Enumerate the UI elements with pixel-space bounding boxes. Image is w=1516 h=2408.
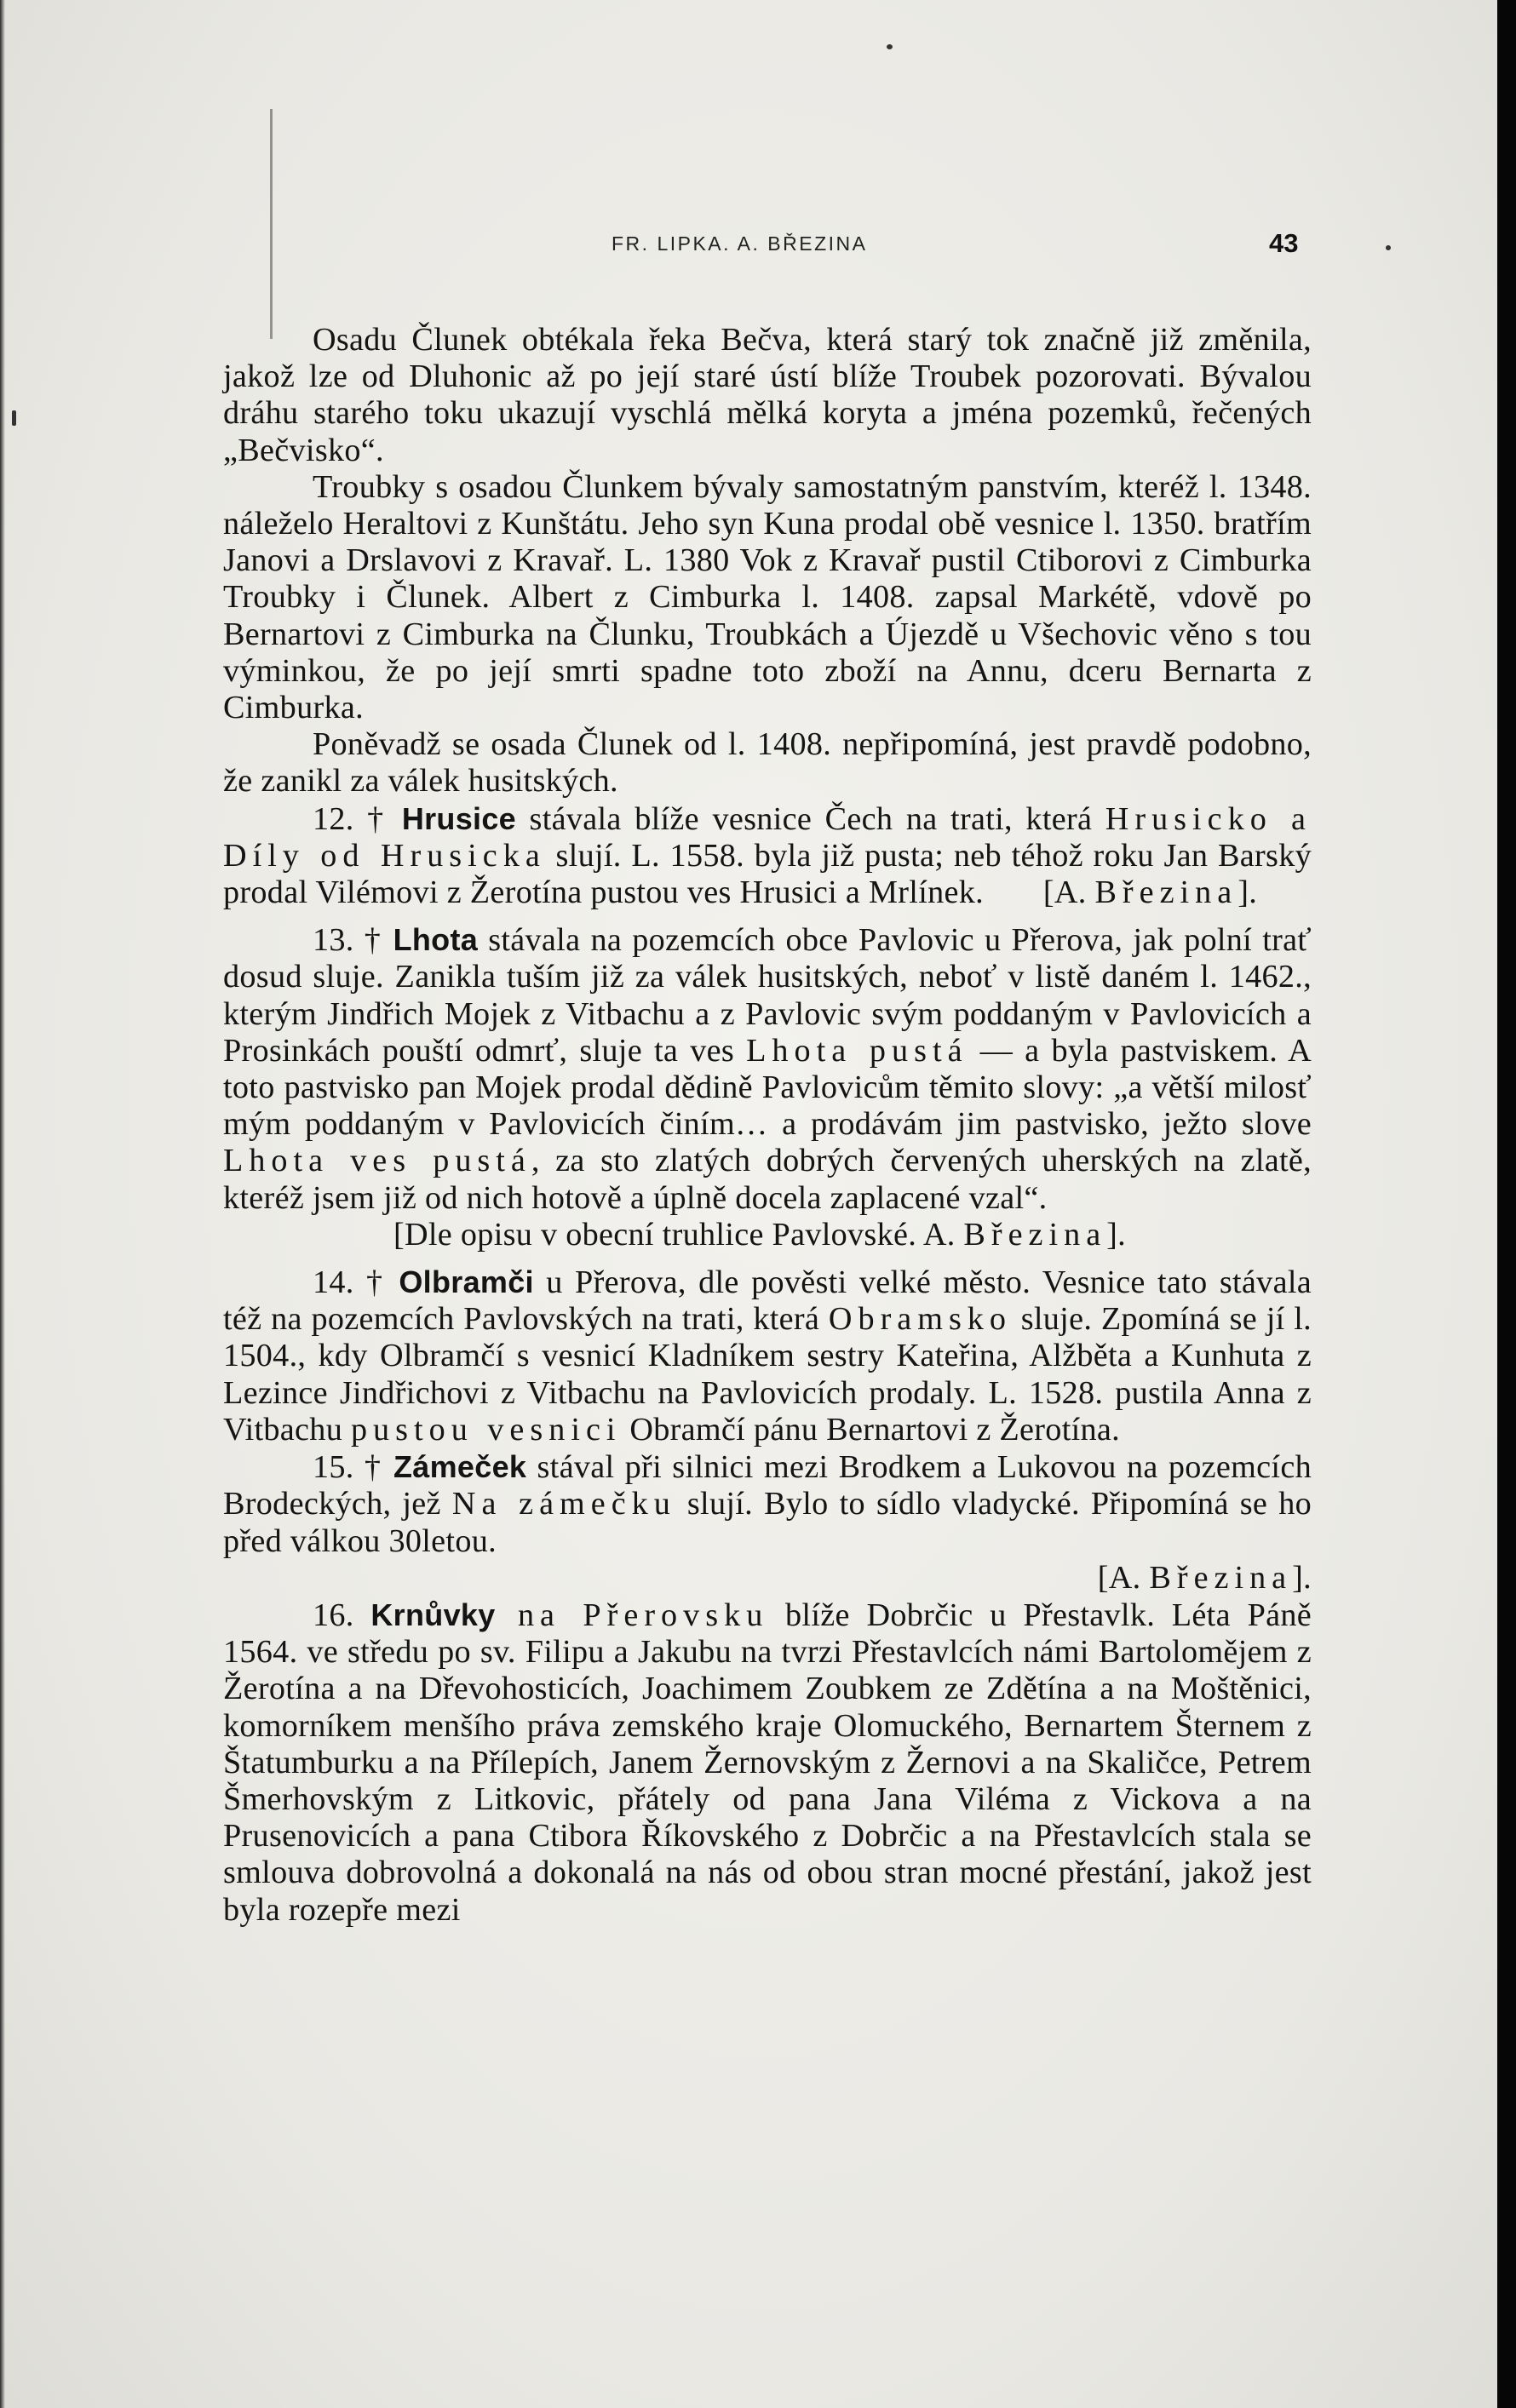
entry-number: 12. † — [313, 800, 402, 837]
scan-left-edge — [0, 0, 5, 2408]
entry-number: 15. † — [313, 1449, 394, 1486]
entry-text: stávala blíže vesnice Čech na trati, která — [516, 800, 1105, 837]
body-text — [223, 322, 1312, 1929]
attribution-close: ]. — [1292, 1559, 1312, 1596]
entry-text: — a byla pastviskem. A toto pastvisko pan Mojek prodal dědině Pavlovicům těmito slovy: „a větší milosť mým poddaným v Pavlovicích činím… a prodávám jim pastvisko, ježto slove — [223, 1032, 1312, 1143]
attribution-author: Březina — [1149, 1559, 1293, 1596]
spaced-place-name: Obramsko — [828, 1301, 1012, 1338]
spaced-place-name: na Přerovsku — [495, 1597, 769, 1633]
entry-number: 16. — [313, 1597, 371, 1633]
attribution-open: [A. — [1035, 874, 1095, 911]
paragraph-clunek-extinct: Poněvadž se osada Člunek od l. 1408. nepřipomíná, jest pravdě podobno, že zanikl za válek husitských. — [223, 726, 1312, 800]
ink-speck — [12, 410, 16, 426]
entry-text: stávala na pozemcích obce Pavlovic u Přerova, jak polní trať dosud sluje. Zanikla tuším již za válek husitských, neboť v listě daném l. 1462., kterým Jindřich Mojek z Vitbachu a z Pavlovic svým poddaným v Pavlovicích a Prosinkách pouští odmrť, sluje ta ves — [223, 922, 1312, 1069]
page-number: 43 — [1269, 228, 1299, 258]
margin-pencil-line — [270, 109, 273, 339]
scan-right-edge — [1497, 0, 1516, 2408]
entry-text: slují. L. 1558. byla již pusta; neb téhož roku Jan Barský prodal Vilémovi z Žerotína pustou ves Hrusici a Mrlínek. — [223, 837, 1312, 911]
entry-title: Zámeček — [393, 1449, 527, 1485]
entry-title: Hrusice — [401, 800, 516, 836]
attribution-open: [A. — [1097, 1559, 1150, 1596]
entry-15-zamecek — [223, 1448, 1312, 1560]
attribution-close: ]. — [1106, 1216, 1127, 1253]
spaced-place-name: Lhota ves pustá — [223, 1143, 531, 1179]
spaced-place-name: Hrusicko a Díly od Hrusicka — [223, 800, 1312, 874]
page-header — [0, 228, 1516, 262]
attribution-close: ]. — [1237, 874, 1258, 911]
entry-text: stával při silnici mezi Brodkem a Lukovou na pozemcích Brodeckých, jež — [223, 1449, 1312, 1522]
paragraph-clunek-river: Osadu Člunek obtékala řeka Bečva, která starý tok značně již změnila, jakož lze od Dluhonic až po její staré ústí blíže Troubek pozorovati. Bývalou dráhu starého toku ukazují vyschlá mělká koryta a jména pozemků, řečených „Bečvisko“. — [223, 322, 1312, 468]
entry-text: sluje. Zpomíná se jí l. 1504., kdy Olbramčí s vesnicí Kladníkem sestry Kateřina, Alžběta a Kunhuta z Lezince Jindřichovi z Vitbachu na Pavlovicích prodaly. L. 1528. pustila Anna z Vitbachu — [223, 1301, 1312, 1448]
attribution-13 — [223, 1217, 1312, 1253]
entry-text: Obramčí pánu Bernartovi z Žerotína. — [621, 1411, 1121, 1448]
spaced-place-name: Lhota pustá — [746, 1032, 968, 1069]
entry-title: Olbramči — [399, 1264, 534, 1300]
attribution-author: Březina — [1094, 874, 1238, 911]
entry-title: Krnůvky — [370, 1597, 496, 1632]
entry-16-krnuvky — [223, 1597, 1312, 1929]
attribution-author: Březina — [963, 1216, 1107, 1253]
running-head: FR. LIPKA. A. BŘEZINA — [612, 232, 868, 255]
entry-text: slují. Bylo to sídlo vladycké. Připomíná se ho před válkou 30letou. — [223, 1486, 1312, 1559]
attribution-15 — [223, 1560, 1312, 1597]
spaced-place-name: Na zámečku — [451, 1486, 676, 1522]
attribution-open: [Dle opisu v obecní truhlice Pavlovské. A. — [393, 1216, 964, 1253]
entry-12-hrusice — [223, 800, 1312, 912]
entry-title: Lhota — [393, 922, 479, 958]
entry-text: , za sto zlatých dobrých červených uherských na zlatě, kteréž jsem již od nich hotově a úplně docela zaplacené vzal“. — [223, 1143, 1312, 1216]
entry-number: 13. † — [313, 922, 393, 959]
entry-14-olbramci — [223, 1264, 1312, 1448]
spaced-place-name: pustou vesnici — [350, 1411, 622, 1448]
entry-13-lhota — [223, 921, 1312, 1217]
entry-number: 14. † — [313, 1264, 399, 1301]
paragraph-troubky-history: Troubky s osadou Člunkem bývaly samostatným panstvím, kteréž l. 1348. náleželo Heraltovi z Kunštátu. Jeho syn Kuna prodal obě vesnice l. 1350. bratřím Janovi a Drslavovi z Kravař. L. 1380 Vok z Kravař pustil Ctiborovi z Cimburka Troubky i Člunek. Albert z Cimburka l. 1408. zapsal Markétě, vdově po Bernartovi z Cimburka na Člunku, Troubkách a Újezdě u Všechovic věno s tou výminkou, že po její smrti spadne toto zboží na Annu, dceru Bernarta z Cimburka. — [223, 468, 1312, 726]
entry-text: u Přerova, dle pověsti velké město. Vesnice tato stávala též na pozemcích Pavlovských na trati, která — [223, 1264, 1312, 1338]
entry-text: blíže Dobrčic u Přestavlk. Léta Páně 1564. ve středu po sv. Filipu a Jakubu na tvrzi Přestavlcích námi Bartolomějem z Žerotína a na Dřevohosticích, Joachimem Zoubkem ze Zdětína a na Moštěnici, komorníkem menšího práva zemského kraje Olomuckého, Bernartem Šternem z Štatumburku a na Přílepích, Janem Žernovským z Žernovi a na Skaličce, Petrem Šmerhovským z Litkovic, přátely od pana Jana Viléma z Vickova a na Prusenovicích a pana Ctibora Říkovského z Dobrčic a na Přestavlcích stala se smlouva dobrovolná a dokonalá na nás od obou stran mocné přestání, jakož jest byla rozepře mezi — [223, 1597, 1312, 1928]
ink-speck — [887, 44, 893, 49]
